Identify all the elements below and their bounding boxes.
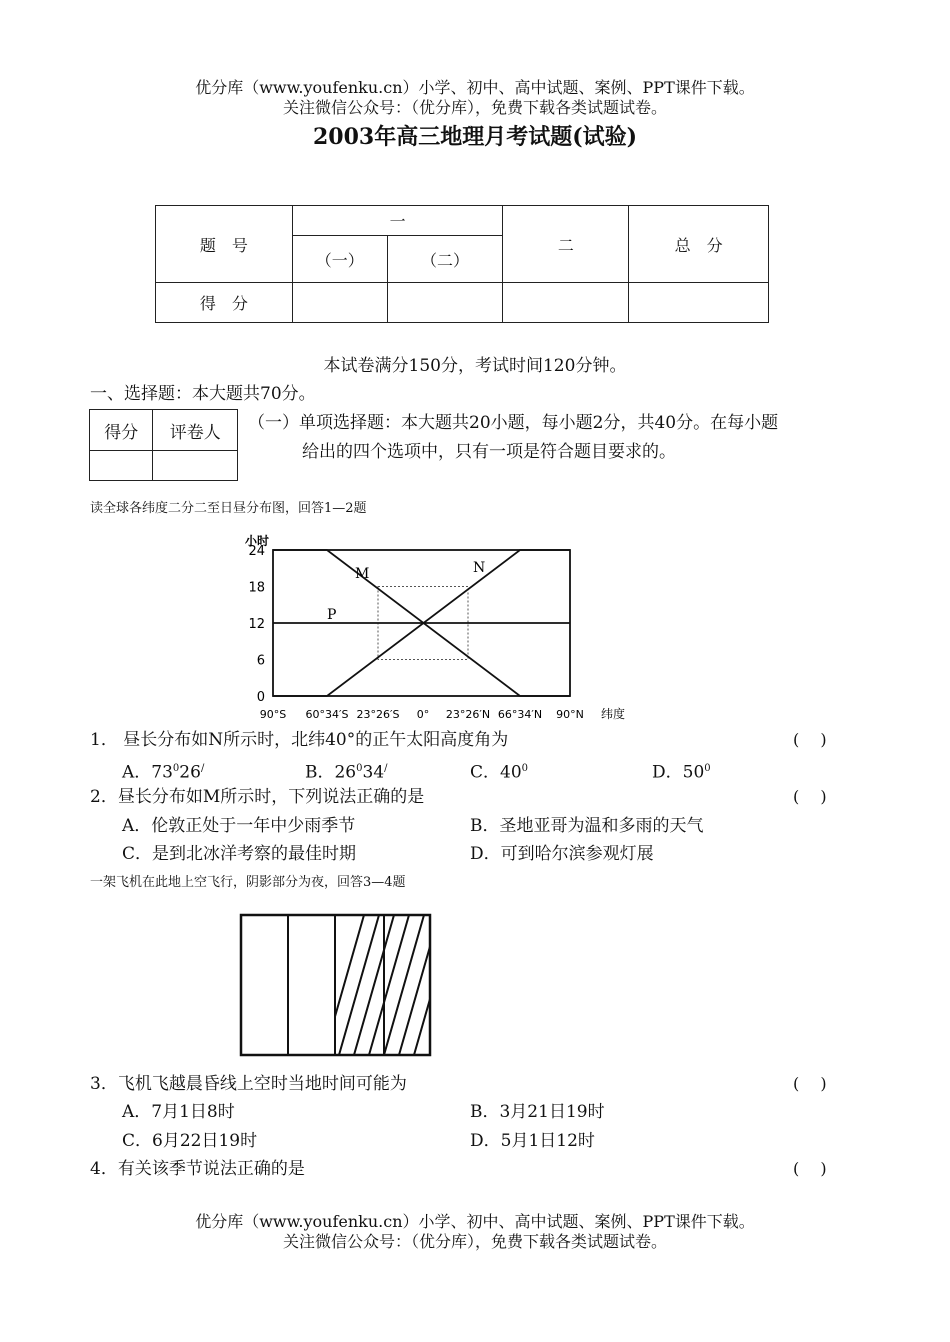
score-table-col2: 二 (503, 206, 629, 283)
q1-option-a[interactable] (122, 755, 204, 787)
footer-line-1: 优分库（www.youfenku.cn）小学、初中、高中试题、案例、PPT课件下载。 (195, 1212, 755, 1231)
q2-option-a[interactable]: A．伦敦正处于一年中少雨季节 (122, 816, 356, 836)
q1-stem: 1． 昼长分布如N所示时，北纬40°的正午太阳高度角为 (90, 730, 509, 750)
degree-mark: 0 (172, 763, 180, 774)
degree-mark: 0 (356, 763, 363, 774)
grade-box-grader: 评卷人 (153, 410, 238, 451)
degree-mark: 0 (521, 763, 529, 774)
q1-answer-paren[interactable]: ( ) (793, 730, 827, 749)
grade-box (89, 409, 238, 481)
y-tick-label: 12 (248, 617, 265, 632)
q1-option-b-minutes: 34 (362, 762, 385, 783)
score-cell[interactable] (629, 283, 769, 323)
footer-line-2: 关注微信公众号：（优分库），免费下载各类试题试卷。 (282, 1232, 667, 1251)
y-axis-label: 小时 (245, 534, 270, 548)
section1-title: 一、选择题：本大题共70分。 (90, 384, 316, 404)
q3-option-a[interactable]: A．7月1日8时 (122, 1102, 235, 1122)
exam-info: 本试卷满分150分，考试时间120分钟。 (323, 356, 627, 376)
night-shading-diagram (238, 912, 438, 1060)
x-tick-label: 66°34′N (497, 708, 543, 721)
score-cell[interactable] (387, 283, 503, 323)
x-tick-label: 90°S (259, 708, 287, 721)
q3-option-c[interactable]: C．6月22日19时 (122, 1131, 258, 1151)
score-table-col3: 总 分 (629, 206, 769, 283)
x-tick-label: 90°N (556, 708, 584, 721)
score-cell[interactable] (292, 283, 387, 323)
q1-option-c-text: C．40 (470, 762, 522, 783)
x-tick-label: 0° (416, 708, 430, 721)
part1-instruction-2: 给出的四个选项中，只有一项是符合题目要求的。 (302, 442, 676, 462)
q3-option-b[interactable]: B．3月21日19时 (470, 1102, 605, 1122)
night-hatching (324, 915, 438, 1055)
q3-answer-paren[interactable]: ( ) (793, 1074, 827, 1093)
y-tick-label: 24 (248, 544, 265, 559)
degree-mark: 0 (704, 763, 711, 774)
grade-score-cell[interactable] (90, 451, 153, 481)
x-axis-label: 纬度 (600, 707, 626, 721)
part1-instruction-1: （一）单项选择题：本大题共20小题，每小题2分，共40分。在每小题 (248, 413, 779, 433)
score-table-col1b: （二） (387, 236, 503, 283)
daylength-chart (245, 530, 645, 725)
score-cell[interactable] (503, 283, 629, 323)
grade-grader-cell[interactable] (153, 451, 238, 481)
x-tick-label: 23°26′S (356, 708, 400, 721)
score-table-col1a: （一） (292, 236, 387, 283)
q2-option-c[interactable]: C．是到北冰洋考察的最佳时期 (122, 844, 357, 864)
figure2-caption: 一架飞机在此地上空飞行，阴影部分为夜，回答3—4题 (90, 875, 406, 890)
score-table-score-label: 得 分 (156, 283, 293, 323)
figure1-caption: 读全球各纬度二分二至日昼分布图，回答1—2题 (90, 501, 367, 516)
q3-option-d[interactable]: D．5月1日12时 (470, 1131, 595, 1151)
q1-option-d[interactable] (652, 755, 711, 787)
q3-stem: 3．飞机飞越晨昏线上空时当地时间可能为 (90, 1074, 407, 1094)
score-table (155, 205, 769, 323)
q1-option-d-text: D．50 (652, 762, 705, 783)
q1-option-b-text: B．26 (305, 762, 357, 783)
q4-stem: 4．有关该季节说法正确的是 (90, 1159, 305, 1179)
minute-mark: / (384, 763, 388, 774)
header-line-1: 优分库（www.youfenku.cn）小学、初中、高中试题、案例、PPT课件下载。 (195, 78, 755, 97)
q2-option-b[interactable]: B．圣地亚哥为温和多雨的天气 (470, 816, 704, 836)
q1-option-a-text: A．73 (122, 762, 173, 783)
y-tick-label: 0 (256, 690, 265, 705)
q1-option-b[interactable] (305, 755, 388, 787)
y-tick-label: 18 (248, 580, 265, 596)
q1-option-a-minutes: 26 (179, 762, 201, 783)
series-label-P: P (327, 607, 337, 623)
score-table-row-label: 题 号 (156, 206, 293, 283)
x-tick-label: 23°26′N (445, 708, 491, 721)
score-table-col1: 一 (292, 206, 503, 236)
header-line-2: 关注微信公众号：（优分库），免费下载各类试题试卷。 (282, 98, 667, 117)
q2-option-d[interactable]: D．可到哈尔滨参观灯展 (470, 844, 654, 864)
page-title: 2003年高三地理月考试题(试验) (312, 124, 638, 150)
minute-mark: / (200, 763, 205, 774)
series-label-N: N (473, 560, 486, 576)
q4-answer-paren[interactable]: ( ) (793, 1159, 827, 1178)
q2-stem: 2．昼长分布如M所示时，下列说法正确的是 (90, 787, 425, 807)
grade-box-score: 得分 (90, 410, 153, 451)
series-label-M: M (355, 566, 370, 582)
x-tick-label: 60°34′S (305, 708, 349, 721)
q1-option-c[interactable] (470, 755, 528, 787)
q2-answer-paren[interactable]: ( ) (793, 787, 827, 806)
y-tick-label: 6 (256, 653, 265, 669)
